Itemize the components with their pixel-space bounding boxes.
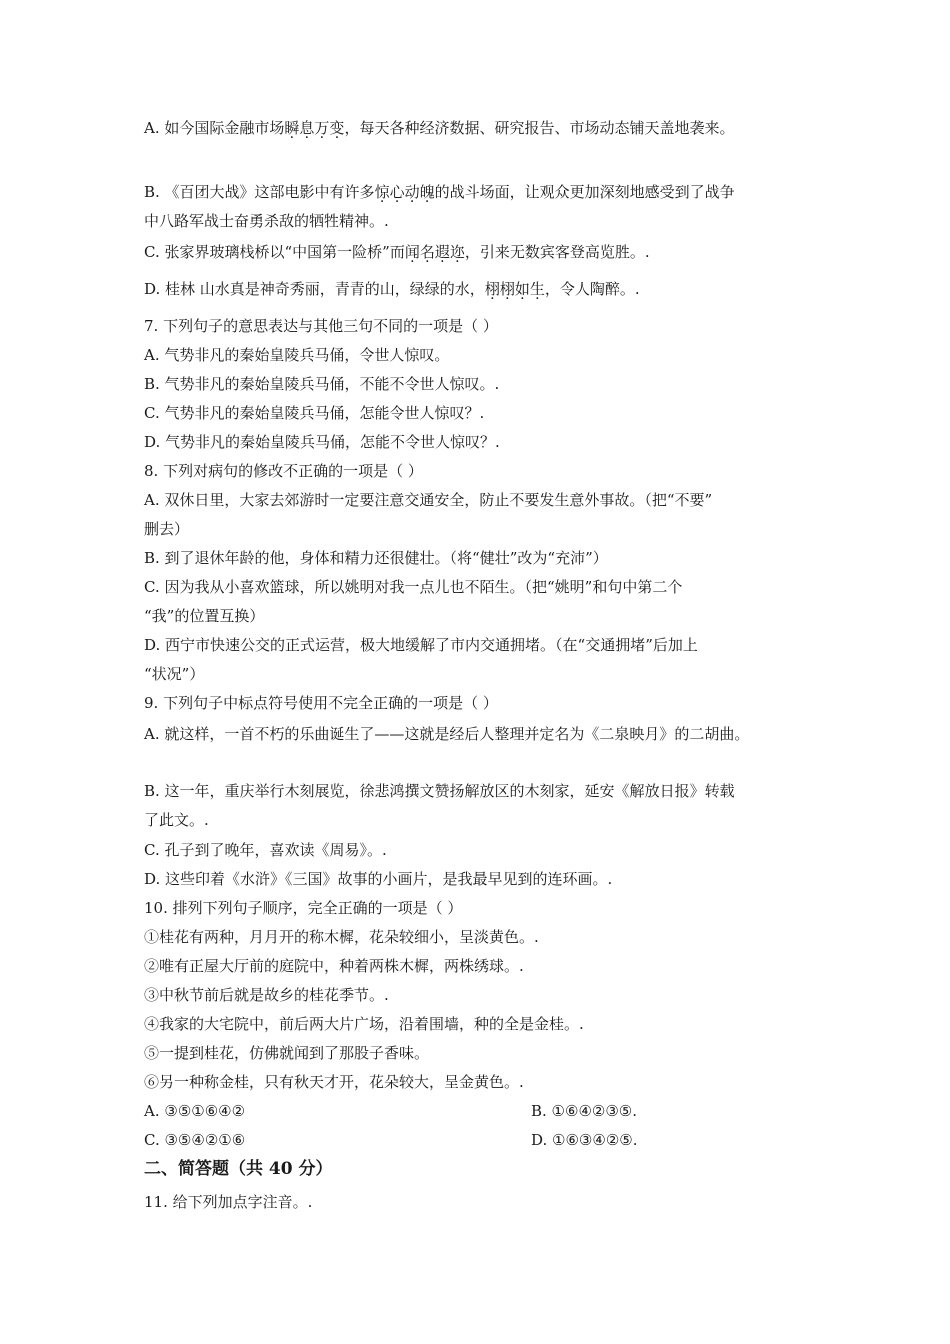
q9-option-c: C. 孔子到了晚年，喜欢读《周易》。. <box>144 841 387 859</box>
section-heading: 二、简答题（共 40 分） <box>144 1159 333 1179</box>
q10-option-a: A. ③⑤①⑥④② <box>144 1102 246 1120</box>
q8-option-d-line2: “状况”） <box>144 665 205 683</box>
q8-option-d: D. 西宁市快速公交的正式运营，极大地缓解了市内交通拥堵。（在“交通拥堵”后加上 <box>144 636 698 654</box>
q8-option-c-line2: “我”的位置互换） <box>144 607 265 625</box>
q7-option-c: C. 气势非凡的秦始皇陵兵马俑，怎能令世人惊叹？. <box>144 404 485 422</box>
q7-option-b: B. 气势非凡的秦始皇陵兵马俑，不能不令世人惊叹。. <box>144 375 500 393</box>
q9-option-a: A. 就这样，一首不朽的乐曲诞生了——这就是经后人整理并定名为《二泉映月》的二胡曲。 <box>144 725 750 743</box>
q10-stem: 10. 排列下列句子顺序，完全正确的一项是（ ） <box>144 899 463 917</box>
q9-option-b-line2: 了此文。. <box>144 811 209 829</box>
q8-option-a-line2: 删去） <box>144 520 190 538</box>
q6-option-c: C. 张家界玻璃栈桥以“中国第一险桥”而闻名遐迩，引来无数宾客登高览胜。. <box>144 243 650 261</box>
q8-stem: 8. 下列对病句的修改不正确的一项是（ ） <box>144 462 423 480</box>
q10-sentence-6: ⑥另一种称金桂，只有秋天才开，花朵较大，呈金黄色。. <box>144 1073 524 1091</box>
q8-option-b: B. 到了退休年龄的他，身体和精力还很健壮。（将“健壮”改为“充沛”） <box>144 549 608 567</box>
q10-sentence-5: ⑤一提到桂花，仿佛就闻到了那股子香味。 <box>144 1044 430 1062</box>
q10-option-c: C. ③⑤④②①⑥ <box>144 1131 246 1149</box>
q8-option-c: C. 因为我从小喜欢篮球，所以姚明对我一点儿也不陌生。（把“姚明”和句中第二个 <box>144 578 683 596</box>
q10-sentence-2: ②唯有正屋大厅前的庭院中，种着两株木樨，两株绣球。. <box>144 957 524 975</box>
q8-option-a: A. 双休日里，大家去郊游时一定要注意交通安全，防止不要发生意外事故。（把“不要” <box>144 491 713 509</box>
q6-option-d: D. 桂林 山水真是神奇秀丽，青青的山，绿绿的水，栩栩如生，令人陶醉。. <box>144 280 640 298</box>
q6-option-b: B. 《百团大战》这部电影中有许多惊心动魄的战斗场面，让观众更加深刻地感受到了战争 <box>144 183 735 201</box>
q7-option-d: D. 气势非凡的秦始皇陵兵马俑，怎能不令世人惊叹？. <box>144 433 500 451</box>
q10-sentence-4: ④我家的大宅院中，前后两大片广场，沿着围墙，种的全是金桂。. <box>144 1015 584 1033</box>
q10-option-b: B. ①⑥④②③⑤. <box>531 1102 638 1120</box>
q6-option-a: A. 如今国际金融市场瞬息万变，每天各种经济数据、研究报告、市场动态铺天盖地袭来。 <box>144 119 735 137</box>
q7-option-a: A. 气势非凡的秦始皇陵兵马俑，令世人惊叹。 <box>144 346 450 364</box>
q10-sentence-3: ③中秋节前后就是故乡的桂花季节。. <box>144 986 389 1004</box>
q6-option-b-line2: 中八路军战士奋勇杀敌的牺牲精神。. <box>144 212 389 230</box>
q9-stem: 9. 下列句子中标点符号使用不完全正确的一项是（ ） <box>144 694 498 712</box>
q9-option-d: D. 这些印着《水浒》《三国》故事的小画片，是我最早见到的连环画。. <box>144 870 613 888</box>
q9-option-b: B. 这一年，重庆举行木刻展览，徐悲鸿撰文赞扬解放区的木刻家，延安《解放日报》转载 <box>144 782 735 800</box>
q10-option-d: D. ①⑥③④②⑤. <box>531 1131 638 1149</box>
q7-stem: 7. 下列句子的意思表达与其他三句不同的一项是（ ） <box>144 317 498 335</box>
q10-sentence-1: ①桂花有两种，月月开的称木樨，花朵较细小，呈淡黄色。. <box>144 928 539 946</box>
q11-stem: 11. 给下列加点字注音。. <box>144 1193 313 1211</box>
